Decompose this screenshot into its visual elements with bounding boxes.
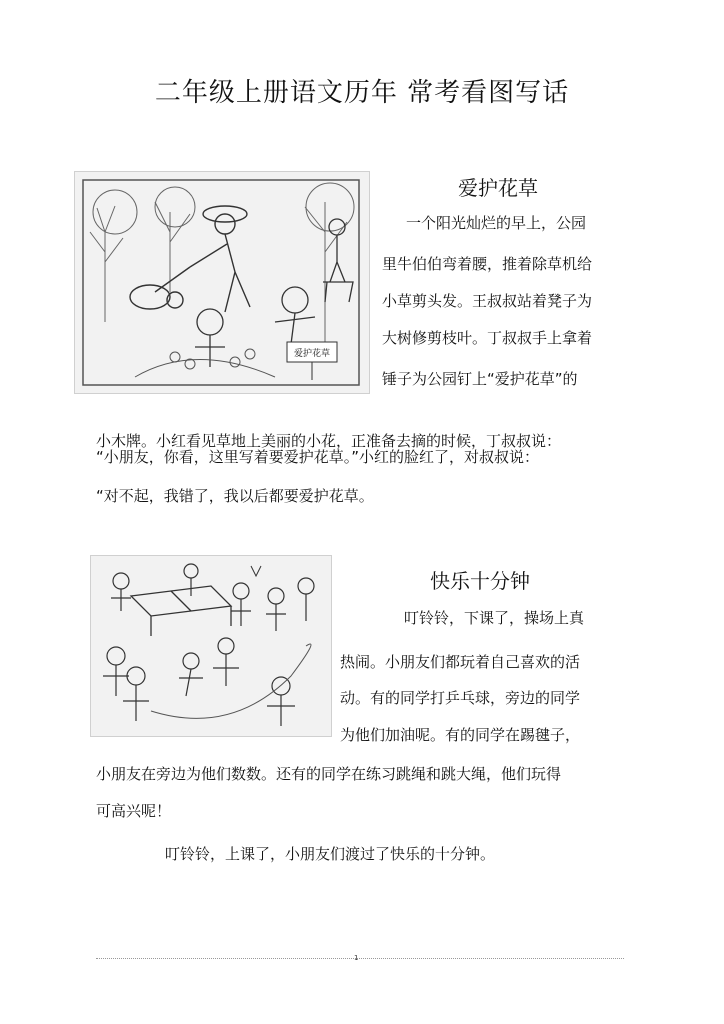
paragraph-line: 里牛伯伯弯着腰，推着除草机给 <box>382 255 593 273</box>
sketch-drawing <box>75 172 369 393</box>
paragraph-line: 可高兴呢！ <box>96 802 172 820</box>
paragraph-line: 叮铃铃，下课了，操场上真 <box>404 609 585 627</box>
illustration-playground <box>90 555 332 737</box>
sketch-drawing <box>91 556 331 736</box>
paragraph-line: “小朋友，你看，这里写着要爱护花草。”小红的脸红了，对叔叔说： <box>96 448 540 466</box>
paragraph-line: 锤子为公园钉上“爱护花草”的 <box>382 370 578 388</box>
page-title: 二年级上册语文历年 常考看图写话 <box>154 78 570 108</box>
paragraph-line: 动。有的同学打乒乓球，旁边的同学 <box>340 689 581 707</box>
paragraph-line: 为他们加油呢。有的同学在踢毽子， <box>340 726 581 744</box>
paragraph-line: 小草剪头发。王叔叔站着凳子为 <box>382 292 593 310</box>
illustration-park-gardening <box>74 171 370 394</box>
paragraph-line: 大树修剪枝叶。丁叔叔手上拿着 <box>382 329 593 347</box>
paragraph-line: 小木牌。小红看见草地上美丽的小花，正准备去摘的时候，丁叔叔说： <box>96 432 562 450</box>
paragraph-line: “对不起，我错了，我以后都要爱护花草。 <box>96 487 374 505</box>
paragraph-line: 热闹。小朋友们都玩着自己喜欢的活 <box>340 653 581 671</box>
section-heading: 爱护花草 <box>458 176 538 200</box>
paragraph-line: 一个阳光灿烂的早上，公园 <box>406 214 587 232</box>
sign-label: 爱护花草 <box>293 349 331 359</box>
paragraph-line: 叮铃铃，上课了，小朋友们渡过了快乐的十分钟。 <box>165 845 496 863</box>
paragraph-line: 小朋友在旁边为他们数数。还有的同学在练习跳绳和跳大绳，他们玩得 <box>96 765 562 783</box>
footer-divider <box>96 958 624 959</box>
page-number: 1 <box>354 954 359 962</box>
section-heading: 快乐十分钟 <box>430 569 530 593</box>
